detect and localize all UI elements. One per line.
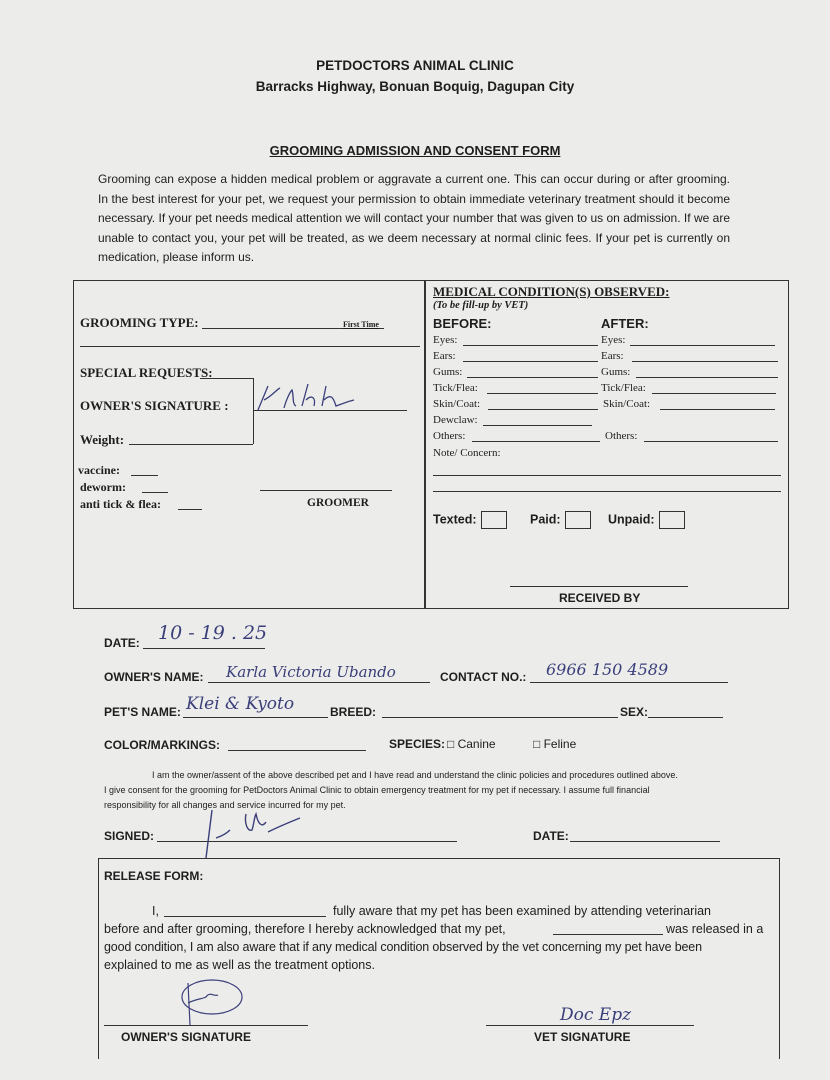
owner-release-signature-mark bbox=[176, 975, 248, 1031]
consent-line-3: responsibility for all changes and service incurred for my pet. bbox=[104, 800, 346, 810]
groomer-label: GROOMER bbox=[307, 497, 369, 509]
feline-option[interactable]: □ Feline bbox=[533, 737, 577, 751]
owner-name-label: OWNER'S NAME: bbox=[104, 670, 204, 684]
deworm-line[interactable] bbox=[142, 492, 168, 493]
owner-release-signature-label: OWNER'S SIGNATURE bbox=[121, 1030, 251, 1044]
consent-date-line[interactable] bbox=[570, 841, 720, 842]
owner-signature-mark bbox=[250, 378, 360, 414]
before-tick-label: Tick/Flea: bbox=[433, 382, 478, 394]
anti-tick-line[interactable] bbox=[178, 509, 202, 510]
vet-signature-value[interactable]: Doc Epz bbox=[560, 1005, 632, 1025]
note-concern-label: Note/ Concern: bbox=[433, 447, 501, 459]
vet-signature-label: VET SIGNATURE bbox=[534, 1030, 631, 1044]
weight-line[interactable] bbox=[129, 444, 253, 445]
release-text-3: good condition, I am also aware that if any medical condition observed by the vet concerning my pet have been bbox=[104, 940, 702, 954]
unpaid-checkbox[interactable] bbox=[659, 511, 685, 529]
before-eyes-line[interactable] bbox=[463, 345, 598, 346]
after-eyes-label: Eyes: bbox=[601, 334, 626, 346]
consent-line-1: I am the owner/assent of the above described pet and I have read and understand the clinic policies and procedures outlined above. bbox=[152, 770, 678, 780]
before-gums-line[interactable] bbox=[467, 377, 598, 378]
after-tick-line[interactable] bbox=[652, 393, 776, 394]
signed-label: SIGNED: bbox=[104, 829, 155, 843]
signature-vertical-line bbox=[253, 378, 254, 444]
special-requests-line[interactable] bbox=[200, 378, 254, 379]
grooming-type-line-2 bbox=[80, 346, 420, 347]
intro-paragraph: Grooming can expose a hidden medical problem or aggravate a current one. This can occur during or after grooming. In the best interest for your pet, we request your permission to obtain immediate veterinary treatment should it become necessary. If your pet needs medical attention we will contact your number that was given to us on admission. If we are unable to contact you, your pet will be treated, as we deem necessary at normal clinic fees. If your pet is currently on medication, please inform us. bbox=[98, 172, 730, 264]
owner-name-line[interactable] bbox=[208, 682, 430, 683]
note-line-1[interactable] bbox=[433, 475, 781, 476]
sex-label: SEX: bbox=[620, 705, 649, 719]
after-tick-label: Tick/Flea: bbox=[601, 382, 646, 394]
medical-title: MEDICAL CONDITION(S) OBSERVED: bbox=[433, 284, 670, 299]
received-by-label: RECEIVED BY bbox=[559, 591, 641, 605]
signed-signature-mark bbox=[196, 802, 306, 860]
deworm-label: deworm: bbox=[80, 480, 126, 494]
release-text-i: I, bbox=[152, 904, 159, 918]
before-skin-label: Skin/Coat: bbox=[433, 398, 481, 410]
dewclaw-line[interactable] bbox=[483, 425, 592, 426]
first-time-label: First Time bbox=[343, 320, 379, 329]
breed-label: BREED: bbox=[330, 705, 377, 719]
vaccine-line[interactable] bbox=[131, 475, 158, 476]
texted-label: Texted: bbox=[433, 512, 477, 527]
contact-line[interactable] bbox=[530, 682, 728, 683]
release-owner-name-line[interactable] bbox=[164, 916, 326, 917]
weight-label: Weight: bbox=[80, 432, 125, 447]
pet-name-value[interactable]: Klei & Kyoto bbox=[186, 694, 295, 714]
texted-option[interactable] bbox=[433, 511, 507, 529]
texted-checkbox[interactable] bbox=[481, 511, 507, 529]
owner-signature-label: OWNER'S SIGNATURE : bbox=[80, 398, 229, 413]
after-gums-line[interactable] bbox=[636, 377, 778, 378]
release-text-2a: before and after grooming, therefore I hereby acknowledged that my pet, bbox=[104, 922, 506, 936]
date-value[interactable]: 10 - 19 . 25 bbox=[158, 622, 268, 644]
paid-label: Paid: bbox=[530, 512, 561, 527]
unpaid-option[interactable] bbox=[608, 511, 685, 529]
before-others-label: Others: bbox=[433, 430, 466, 442]
groomer-line[interactable] bbox=[260, 490, 392, 491]
before-others-line[interactable] bbox=[472, 441, 600, 442]
before-ears-line[interactable] bbox=[463, 361, 598, 362]
vet-signature-line[interactable] bbox=[486, 1025, 694, 1026]
pet-name-label: PET'S NAME: bbox=[104, 705, 181, 719]
species-label: SPECIES: bbox=[389, 737, 446, 751]
before-gums-label: Gums: bbox=[433, 366, 463, 378]
date-line[interactable] bbox=[143, 648, 265, 649]
before-ears-label: Ears: bbox=[433, 350, 456, 362]
color-line[interactable] bbox=[228, 750, 366, 751]
consent-date-label: DATE: bbox=[533, 829, 569, 843]
date-label: DATE: bbox=[104, 636, 140, 650]
breed-line[interactable] bbox=[382, 717, 618, 718]
contact-label: CONTACT NO.: bbox=[440, 670, 527, 684]
unpaid-label: Unpaid: bbox=[608, 512, 655, 527]
after-label: AFTER: bbox=[601, 316, 649, 331]
dewclaw-label: Dewclaw: bbox=[433, 414, 478, 426]
before-label: BEFORE: bbox=[433, 316, 492, 331]
release-text-2b: was released in a bbox=[666, 922, 764, 936]
after-ears-label: Ears: bbox=[601, 350, 624, 362]
release-title: RELEASE FORM: bbox=[104, 869, 204, 883]
before-eyes-label: Eyes: bbox=[433, 334, 458, 346]
after-others-line[interactable] bbox=[644, 441, 778, 442]
pet-name-line[interactable] bbox=[183, 717, 328, 718]
after-gums-label: Gums: bbox=[601, 366, 631, 378]
grooming-type-label: GROOMING TYPE: bbox=[80, 315, 199, 330]
anti-tick-label: anti tick & flea: bbox=[80, 497, 161, 511]
color-label: COLOR/MARKINGS: bbox=[104, 738, 220, 752]
after-skin-label: Skin/Coat: bbox=[603, 398, 651, 410]
form-title: GROOMING ADMISSION AND CONSENT FORM bbox=[269, 143, 561, 158]
release-pet-name-line[interactable] bbox=[553, 934, 663, 935]
before-skin-line[interactable] bbox=[488, 409, 598, 410]
before-tick-line[interactable] bbox=[487, 393, 598, 394]
consent-line-2: I give consent for the grooming for PetDoctors Animal Clinic to obtain emergency treatment for my pet if necessary. I assume full financial bbox=[104, 785, 650, 795]
paid-option[interactable] bbox=[530, 511, 591, 529]
after-ears-line[interactable] bbox=[632, 361, 778, 362]
canine-option[interactable]: □ Canine bbox=[447, 737, 496, 751]
contact-value[interactable]: 6966 150 4589 bbox=[546, 660, 669, 679]
release-text-1: fully aware that my pet has been examined by attending veterinarian bbox=[333, 904, 712, 918]
table-divider bbox=[424, 281, 426, 608]
after-skin-line[interactable] bbox=[660, 409, 775, 410]
vaccine-label: vaccine: bbox=[78, 463, 120, 477]
clinic-address: Barracks Highway, Bonuan Boquig, Dagupan City bbox=[255, 79, 575, 94]
received-by-line[interactable] bbox=[510, 586, 688, 587]
special-requests-label: SPECIAL REQUESTS: bbox=[80, 365, 213, 380]
after-others-label: Others: bbox=[605, 430, 638, 442]
clinic-name: PETDOCTORS ANIMAL CLINIC bbox=[316, 58, 514, 73]
medical-subtitle: (To be fill-up by VET) bbox=[433, 300, 529, 311]
note-line-2[interactable] bbox=[433, 491, 781, 492]
release-text-4: explained to me as well as the treatment options. bbox=[104, 958, 375, 972]
paid-checkbox[interactable] bbox=[565, 511, 591, 529]
owner-name-value[interactable]: Karla Victoria Ubando bbox=[226, 663, 396, 681]
sex-line[interactable] bbox=[648, 717, 723, 718]
after-eyes-line[interactable] bbox=[630, 345, 775, 346]
